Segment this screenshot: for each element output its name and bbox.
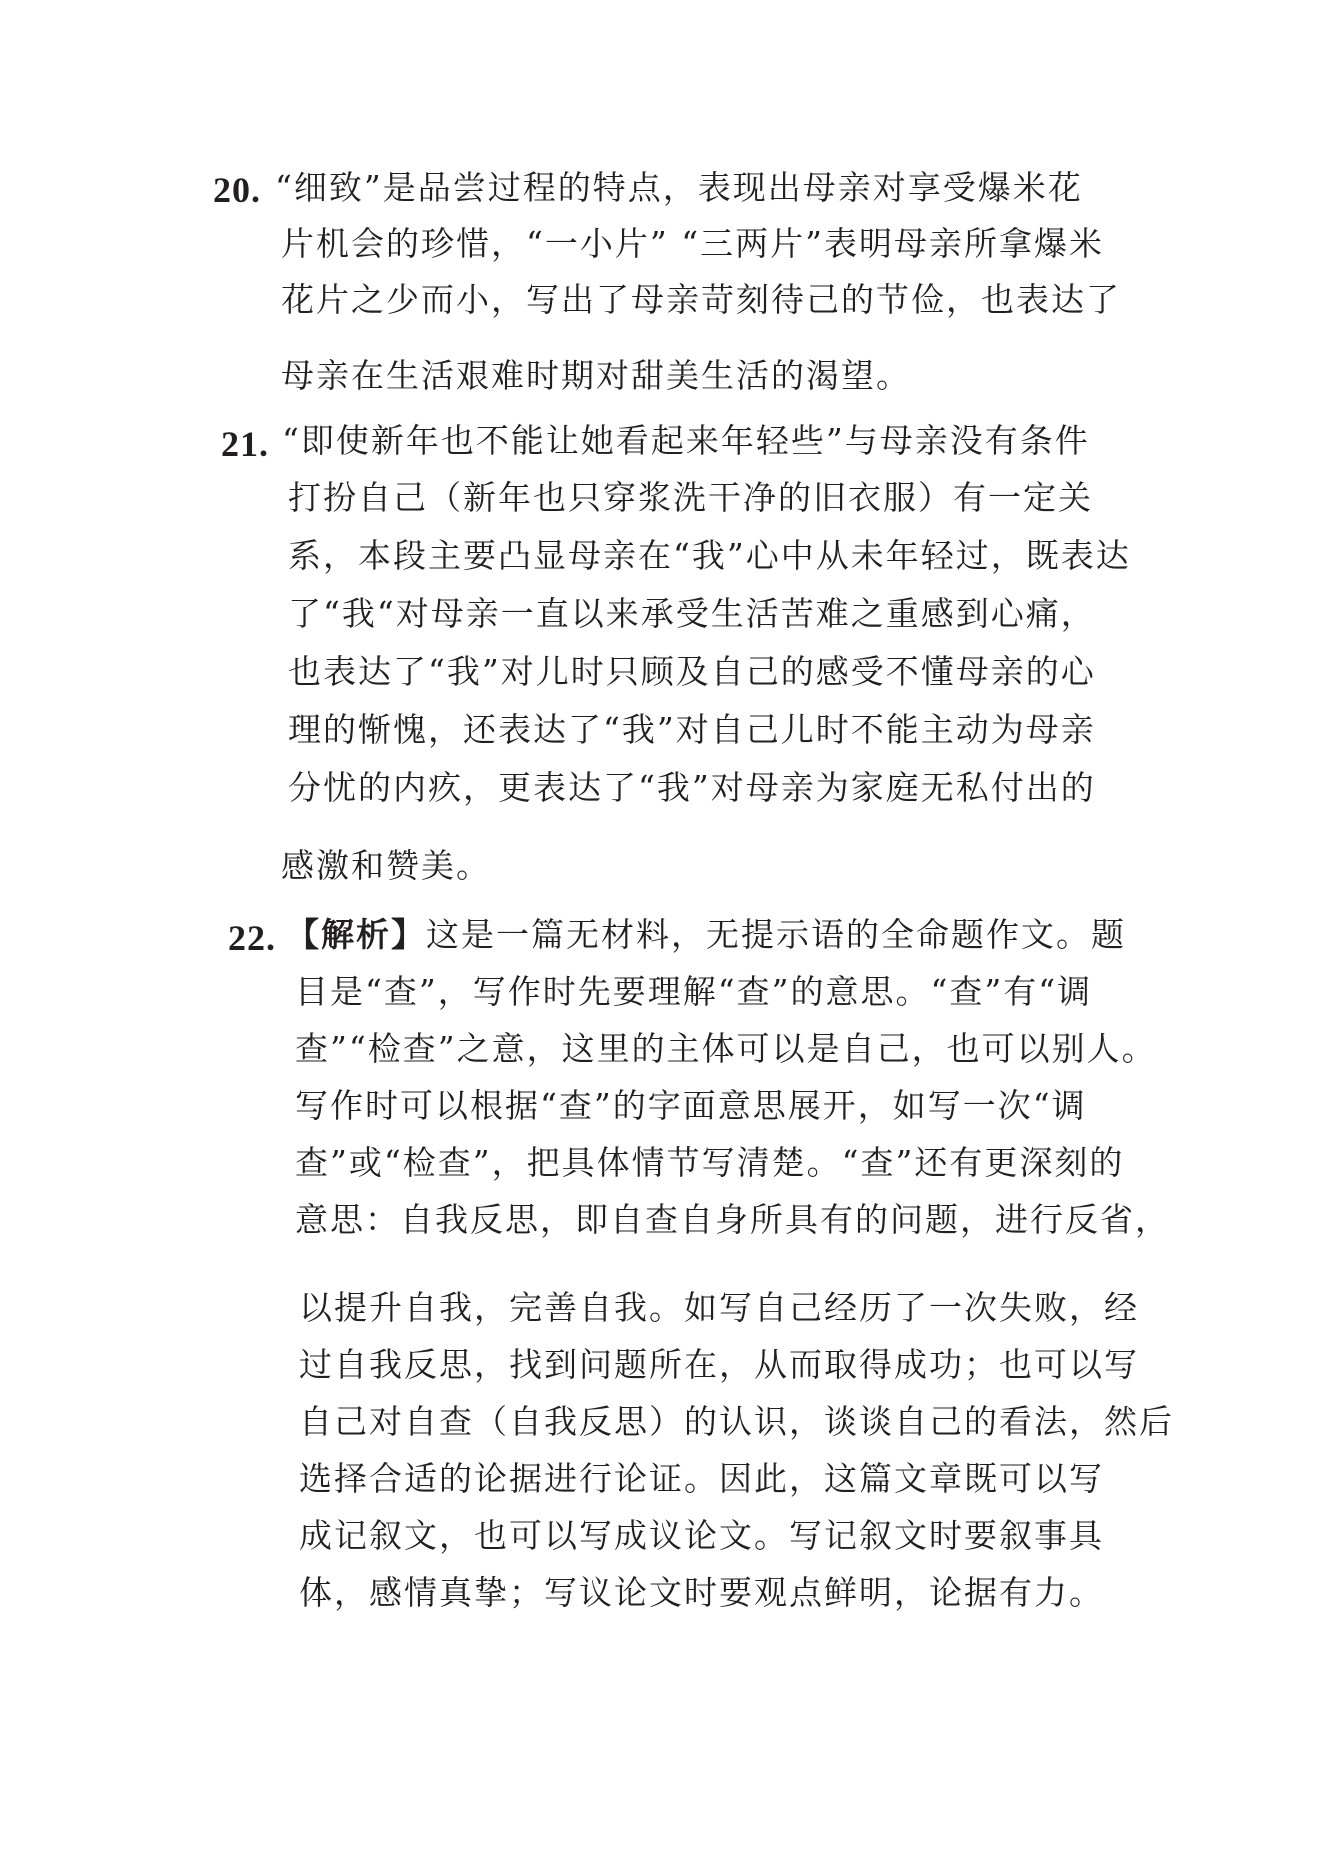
answer-20-line-3: 花片之少而小，写出了母亲苛刻待己的节俭，也表达了 [281,280,1121,319]
answer-22-line-6: 意思：自我反思，即自查自身所具有的问题，进行反省， [295,1200,1170,1239]
answer-22-line-7: 以提升自我，完善自我。如写自己经历了一次失败，经 [299,1288,1139,1327]
answer-22-line-4: 写作时可以根据“查”的字面意思展开，如写一次“调 [295,1086,1087,1125]
answer-20-line-2: 片机会的珍惜，“一小片” “三两片”表明母亲所拿爆米 [281,224,1104,263]
answer-20-number: 20. [213,170,261,210]
answer-21-line-3: 系，本段主要凸显母亲在“我”心中从未年轻过，既表达 [288,536,1131,575]
answer-21-line-5: 也表达了“我”对儿时只顾及自己的感受不懂母亲的心 [288,652,1096,691]
answer-21-line-8: 感激和赞美。 [281,846,491,885]
answer-22-line-11: 成记叙文，也可以写成议论文。写记叙文时要叙事具 [299,1516,1104,1555]
answer-22-line-1-text: 这是一篇无材料，无提示语的全命题作文。题 [426,915,1126,954]
answer-22-line-8: 过自我反思，找到问题所在，从而取得成功；也可以写 [299,1345,1139,1384]
answer-22-line-12: 体，感情真挚；写议论文时要观点鲜明，论据有力。 [299,1573,1104,1612]
answer-22-line-5: 查”或“检查”，把具体情节写清楚。“查”还有更深刻的 [295,1143,1125,1182]
analysis-tag: 【解析】 [286,915,426,954]
answer-21-line-7: 分忧的内疚，更表达了“我”对母亲为家庭无私付出的 [288,768,1096,807]
answer-20-line-1: “细致”是品尝过程的特点，表现出母亲对享受爆米花 [275,168,1083,207]
answer-21-line-2: 打扮自己（新年也只穿浆洗干净的旧衣服）有一定关 [288,478,1093,517]
answer-21-number: 21. [221,424,269,464]
answer-20-line-4: 母亲在生活艰难时期对甜美生活的渴望。 [281,356,911,395]
answer-21-line-1: “即使新年也不能让她看起来年轻些”与母亲没有条件 [282,421,1090,460]
answer-22-line-2: 目是“查”，写作时先要理解“查”的意思。“查”有“调 [295,972,1093,1011]
answer-21-line-6: 理的惭愧，还表达了“我”对自己儿时不能主动为母亲 [288,710,1096,749]
answer-22-line-9: 自己对自查（自我反思）的认识，谈谈自己的看法，然后 [299,1402,1174,1441]
answer-22-line-1 [286,911,1126,959]
answer-22-line-10: 选择合适的论据进行论证。因此，这篇文章既可以写 [299,1459,1104,1498]
answer-22-number: 22. [228,918,276,958]
answer-22-line-3: 查”“检查”之意，这里的主体可以是自己，也可以别人。 [295,1029,1157,1068]
answer-21-line-4: 了“我“对母亲一直以来承受生活苦难之重感到心痛， [288,594,1096,633]
